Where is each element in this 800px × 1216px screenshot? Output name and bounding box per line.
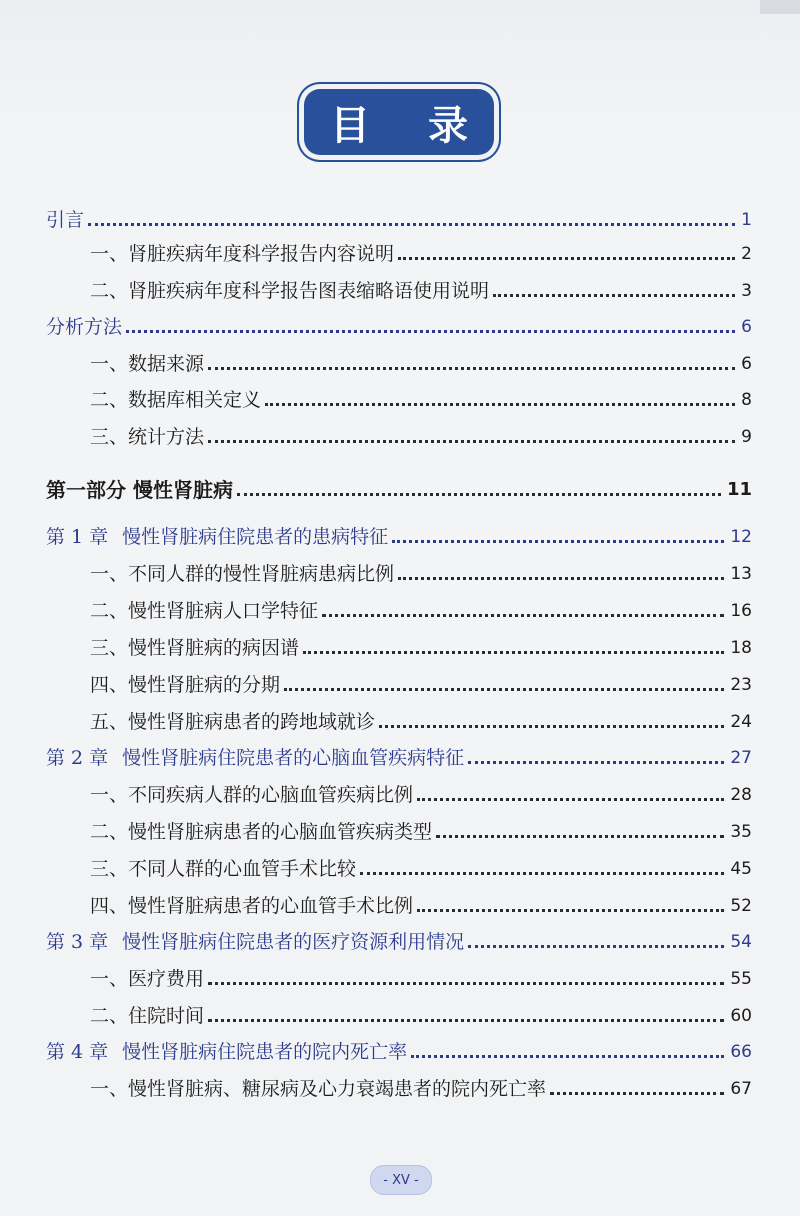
toc-entry-label: 一、不同人群的慢性肾脏病患病比例: [90, 563, 395, 585]
toc-entry-page: 13: [730, 564, 752, 584]
toc-entry[interactable]: [90, 599, 752, 623]
toc-entry-label: 引言: [46, 209, 85, 231]
toc-leader: [411, 1055, 724, 1058]
toc-entry[interactable]: [90, 242, 752, 266]
toc-chapter-number: 第 3 章: [46, 931, 109, 953]
toc-leader: [208, 367, 735, 370]
toc-entry-label: 慢性肾脏病住院患者的患病特征: [122, 526, 389, 548]
toc-entry-label: 一、医疗费用: [90, 968, 205, 990]
toc-entry[interactable]: [90, 562, 752, 586]
toc-leader: [417, 798, 724, 801]
toc-entry-label: 三、不同人群的心血管手术比较: [90, 858, 357, 880]
toc-entry-label: 三、统计方法: [90, 426, 205, 448]
toc-entry[interactable]: [46, 208, 752, 232]
toc-entry-label: 慢性肾脏病住院患者的心脑血管疾病特征: [122, 747, 465, 769]
toc-entry[interactable]: [90, 1004, 752, 1028]
toc-entry[interactable]: [90, 673, 752, 697]
toc-entry[interactable]: [90, 967, 752, 991]
toc-chapter-entry[interactable]: [46, 930, 752, 954]
toc-entry-page: 28: [730, 785, 752, 805]
toc-entry-label: 四、慢性肾脏病的分期: [90, 674, 281, 696]
toc-entry-page: 52: [730, 896, 752, 916]
toc-entry-page: 27: [730, 748, 752, 768]
toc-entry[interactable]: [90, 820, 752, 844]
toc-entry[interactable]: [90, 894, 752, 918]
toc-title: 目 录: [330, 102, 490, 149]
toc-entry-page: 23: [730, 675, 752, 695]
toc-entry-label: 二、住院时间: [90, 1005, 205, 1027]
toc-leader: [126, 330, 735, 333]
toc-entry[interactable]: [90, 388, 752, 412]
toc-leader: [398, 257, 735, 260]
toc-entry-page: 24: [730, 712, 752, 732]
toc-entry[interactable]: [90, 425, 752, 449]
toc-leader: [208, 1019, 724, 1022]
toc-part-entry[interactable]: [46, 478, 752, 502]
toc-leader: [237, 493, 721, 496]
header-strip: [760, 0, 800, 14]
toc-entry-page: 1: [741, 210, 752, 230]
toc-entry-page: 11: [726, 479, 752, 500]
toc-leader: [265, 403, 735, 406]
toc-leader: [379, 725, 724, 728]
toc-entry-label: 一、数据来源: [90, 353, 205, 375]
toc-entry-page: 8: [741, 390, 752, 410]
toc-chapter-entry[interactable]: [46, 525, 752, 549]
toc-leader: [303, 651, 724, 654]
toc-entry-page: 3: [741, 281, 752, 301]
toc-entry-label: 第一部分 慢性肾脏病: [46, 478, 233, 502]
footer-page-number: - XV -: [370, 1165, 432, 1195]
toc-entry[interactable]: [90, 710, 752, 734]
toc-entry-label: 三、慢性肾脏病的病因谱: [90, 637, 300, 659]
toc-entry-label: 二、慢性肾脏病患者的心脑血管疾病类型: [90, 821, 433, 843]
toc-chapter-entry[interactable]: [46, 1040, 752, 1064]
toc-entry-label: 二、肾脏疾病年度科学报告图表缩略语使用说明: [90, 280, 490, 302]
toc-entry-page: 55: [730, 969, 752, 989]
toc-leader: [468, 761, 724, 764]
toc-leader: [360, 872, 724, 875]
toc-leader: [493, 294, 735, 297]
toc-leader: [284, 688, 724, 691]
toc-entry-page: 6: [741, 354, 752, 374]
toc-entry[interactable]: [90, 279, 752, 303]
toc-entry-label: 二、数据库相关定义: [90, 389, 262, 411]
toc-entry[interactable]: [90, 783, 752, 807]
toc-entry-label: 四、慢性肾脏病患者的心血管手术比例: [90, 895, 414, 917]
toc-entry[interactable]: [90, 1077, 752, 1101]
toc-entry-label: 慢性肾脏病住院患者的医疗资源利用情况: [122, 931, 465, 953]
toc-chapter-entry[interactable]: [46, 746, 752, 770]
toc-chapter-number: 第 4 章: [46, 1041, 109, 1063]
toc-entry[interactable]: [46, 315, 752, 339]
toc-leader: [436, 835, 724, 838]
toc-entry-page: 60: [730, 1006, 752, 1026]
toc-entry-page: 16: [730, 601, 752, 621]
toc-leader: [550, 1092, 724, 1095]
toc-entry-page: 54: [730, 932, 752, 952]
toc-title-box: [304, 89, 494, 155]
toc-entry-label: 五、慢性肾脏病患者的跨地域就诊: [90, 711, 376, 733]
toc-chapter-number: 第 2 章: [46, 747, 109, 769]
toc-entry-label: 慢性肾脏病住院患者的院内死亡率: [122, 1041, 408, 1063]
toc-entry-label: 一、不同疾病人群的心脑血管疾病比例: [90, 784, 414, 806]
toc-entry-label: 分析方法: [46, 316, 123, 338]
toc-leader: [417, 909, 724, 912]
toc-entry-page: 66: [730, 1042, 752, 1062]
toc-entry-page: 67: [730, 1079, 752, 1099]
toc-entry-page: 2: [741, 244, 752, 264]
toc-entry-label: 一、肾脏疾病年度科学报告内容说明: [90, 243, 395, 265]
toc-chapter-number: 第 1 章: [46, 526, 109, 548]
toc-leader: [392, 540, 724, 543]
toc-entry[interactable]: [90, 857, 752, 881]
toc-leader: [322, 614, 724, 617]
toc-entry-label: 二、慢性肾脏病人口学特征: [90, 600, 319, 622]
toc-leader: [468, 945, 724, 948]
toc-leader: [88, 223, 735, 226]
toc-leader: [398, 577, 724, 580]
toc-entry[interactable]: [90, 352, 752, 376]
toc-entry-label: 一、慢性肾脏病、糖尿病及心力衰竭患者的院内死亡率: [90, 1078, 547, 1100]
toc-entry-page: 35: [730, 822, 752, 842]
toc-entry-page: 12: [730, 527, 752, 547]
toc-entry-page: 9: [741, 427, 752, 447]
toc-entry-page: 6: [741, 317, 752, 337]
toc-entry-page: 18: [730, 638, 752, 658]
toc-entry[interactable]: [90, 636, 752, 660]
toc-leader: [208, 982, 724, 985]
toc-entry-page: 45: [730, 859, 752, 879]
toc-leader: [208, 440, 735, 443]
